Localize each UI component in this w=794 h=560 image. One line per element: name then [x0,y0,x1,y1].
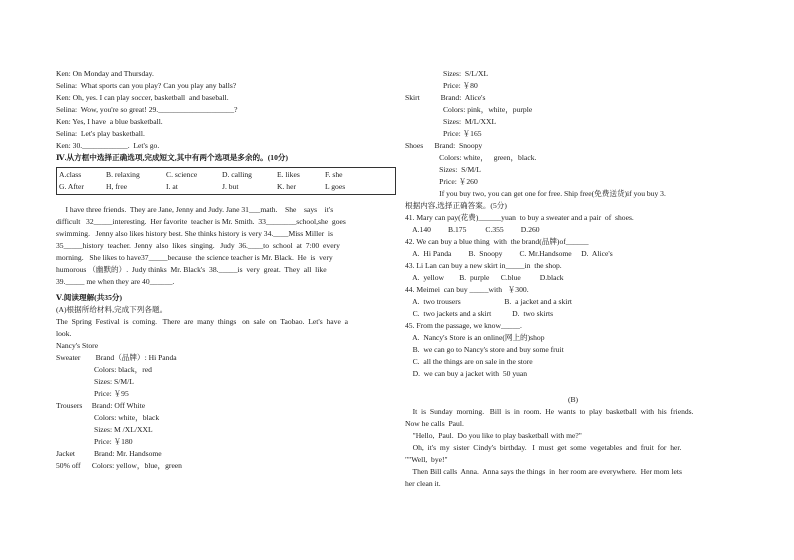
question-line: A. yellow B. purple C.blue D.black [405,273,564,282]
cloze-line: I have three friends. They are Jane, Jenny and Judy. Jane 31___math. She says it's [56,205,334,214]
store-line: Colors: pink，white，purple [405,105,533,114]
store-line: If you buy two, you can get one for free. Ship free(免费送货)if you buy 3. [405,189,666,198]
question-line: 45. From the passage, we know_____. [405,321,522,330]
word-option: A.class [59,170,82,179]
right-column [405,68,741,490]
store-line: Sizes: S/M/L [56,377,134,386]
dialogue-line: Selina: What sports can you play? Can you play any balls? [56,81,237,90]
word-option: J. but [222,182,239,191]
section5-title: Ⅴ.阅读理解(共35分) [56,293,123,302]
word-option: K. her [277,182,296,191]
store-listing [56,352,392,472]
intro-line: The Spring Festival is coming. There are many things on sale on Taobao. Let's have a [56,317,349,326]
dialogue-line: Ken: Oh, yes. I can play soccer, basketball and baseball. [56,93,229,102]
part-b-title: (B) [567,395,579,404]
passage-line: ""Well, bye!" [405,455,448,464]
answer-instruction: 根据内容,选择正确答案。(5分) [405,201,507,210]
question-line: A. Nancy's Store is an online(网上的)shop [405,333,545,342]
word-option: G. After [59,182,84,191]
store-line: Sizes: S/M/L [405,165,481,174]
intro-line: look. [56,329,72,338]
store-title: Nancy's Store [56,341,99,350]
store-line: Price: ￥80 [405,81,478,90]
passage-line: Then Bill calls Anna. Anna says the things in her room are everywhere. Her mom lets [405,467,682,476]
store-line: Price: ￥95 [56,389,129,398]
cloze-line: 39._____ me when they are 40______. [56,277,175,286]
word-option: F. she [325,170,343,179]
store-line: Price: ￥260 [405,177,478,186]
question-line: A. two trousers B. a jacket and a skirt [405,297,573,306]
store-line: Colors: white， green，black. [405,153,537,162]
dialogue-line: Selina: Wow, you're so great! 29.____________________? [56,105,238,114]
store-line: Shoes Brand: Snoopy [405,141,483,150]
store-line: Skirt Brand: Alice's [405,93,486,102]
cloze-passage [56,204,392,288]
passage-line: "Hello, Paul. Do you like to play basketball with me?" [405,431,582,440]
dialogue-line: Selina: Let's play basketball. [56,129,145,138]
passage-line: Now he calls Paul. [405,419,464,428]
store-listing-continued [405,68,741,200]
question-line: A. Hi Panda B. Snoopy C. Mr.Handsome D. Alice's [405,249,613,258]
question-line: C. two jackets and a skirt D. two skirts [405,309,554,318]
part-b-passage [405,406,741,490]
cloze-line: 35_____history teacher. Jenny also likes singing. Judy 36.____to school at 7:00 every [56,241,340,250]
question-line: A.140 B.175 C.355 D.260 [405,225,540,234]
store-line: Colors: black，red [56,365,152,374]
store-line: Sizes: M /XL/XXL [56,425,153,434]
word-option: C. science [166,170,198,179]
word-option: H, free [106,182,128,191]
store-line: Price: ￥165 [405,129,482,138]
store-line: Sizes: S/L/XL [405,69,489,78]
word-option: I. at [166,182,178,191]
passage-line: Oh, it's my sister Cindy's birthday. I must get some vegetables and fruit for her. [405,443,682,452]
cloze-line: morning. She likes to have37_____because the science teacher is Mr. Black. He is very [56,253,333,262]
passage-line: It is Sunday morning. Bill is in room. He wants to play basketball with his friends. [405,407,694,416]
store-line: Sweater Brand（品牌）: Hi Panda [56,353,177,362]
questions [405,212,741,380]
store-line: 50% off Colors: yellow，blue，green [56,461,182,470]
store-line: Jacket Brand: Mr. Handsome [56,449,162,458]
question-line: 41. Mary can pay(花费)______yuan to buy a sweater and a pair of shoes. [405,213,634,222]
left-column [56,68,392,472]
question-line: C. all the things are on sale in the store [405,357,533,366]
word-option: B. relaxing [106,170,140,179]
question-line: 42. We can buy a blue thing with the brand(品牌)of______ [405,237,589,246]
question-line: B. we can go to Nancy's store and buy some fruit [405,345,564,354]
dialogue-line: Ken: 30.____________. Let's go. [56,141,160,150]
question-line: 43. Li Lan can buy a new skirt in_____in the shop. [405,261,562,270]
word-option: E. likes [277,170,300,179]
passage-line: her clean it. [405,479,441,488]
store-line: Trousers Brand: Off White [56,401,146,410]
store-line: Sizes: M/L/XXL [405,117,497,126]
cloze-line: difficult 32_____interesting. Her favorite teacher is Mr. Smith. 33________school,she goes [56,217,346,226]
store-line: Colors: white，black [56,413,160,422]
section5-subtitle: (A)根据所给材料,完成下列各题。 [56,305,168,314]
cloze-line: swimming. Jenny also likes history best. She thinks history is very 34.____Miss Miller is [56,229,333,238]
word-box [56,167,396,195]
question-line: D. we can buy a jacket with 50 yuan [405,369,528,378]
dialogue-line: Ken: On Monday and Thursday. [56,69,154,78]
word-option: D. calling [222,170,252,179]
section4-title: Ⅳ.从方框中选择正确选项,完成短文,其中有两个选项是多余的。(10分) [56,153,288,162]
dialogue [56,68,392,152]
word-option: L goes [325,182,346,191]
dialogue-line: Ken: Yes, I have a blue basketball. [56,117,163,126]
question-line: 44. Meimei can buy _____with ￥300. [405,285,529,294]
cloze-line: humorous （幽默的）. Judy thinks Mr. Black's 38._____is very great. They all like [56,265,327,274]
store-line: Price: ￥180 [56,437,133,446]
